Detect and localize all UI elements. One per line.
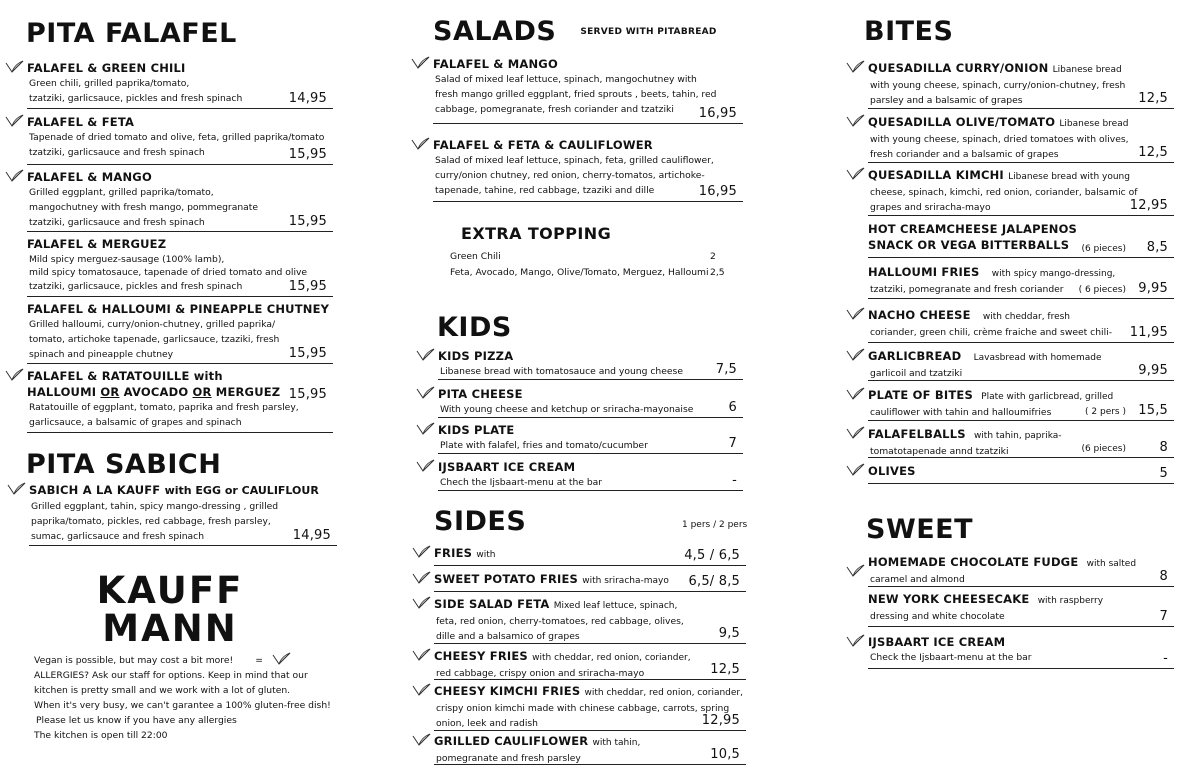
menu-item-falafel-ratatouille [27,368,333,433]
vegetarian-leaf-icon [846,634,866,648]
item-desc: dressing and white chocolate [870,611,1005,622]
menu-item-sabich [29,482,337,546]
item-desc: caramel and almond [870,574,965,585]
menu-item-garlicbread [868,348,1174,381]
item-price: 12,95 [1129,198,1168,213]
vegetarian-leaf-icon [5,114,25,128]
info-line: kitchen is pretty small and we work with a lot of gluten. [34,685,291,696]
item-desc: Grilled halloumi, curry/onion-chutney, grilled paprika/ [29,319,276,330]
menu-item-nacho-cheese [868,307,1174,343]
vegetarian-leaf-icon [411,56,431,70]
menu-item-plate-of-bites [868,387,1174,421]
section-title-extra-topping: EXTRA TOPPING [461,224,612,243]
item-desc: tzatziki, garlicsauce and fresh spinach [29,217,205,228]
item-desc: onion, leek and radish [436,718,538,729]
item-note: Mixed leaf lettuce, spinach, [553,601,678,611]
item-note: with raspberry [1037,596,1104,606]
menu-item-chocolate-fudge [868,554,1174,587]
item-price: 7 [728,436,737,451]
allergy-info [34,652,334,743]
item-desc: cauliflower with tahin and halloumifries [870,407,1052,418]
menu-item-ny-cheesecake [868,591,1174,627]
item-note: with tahin, paprika- [973,431,1062,441]
item-note: Libanese bread with young [1008,172,1130,182]
menu-item-cheesy-fries [434,648,746,680]
section-title-salads: SALADS SERVED WITH PITABREAD [433,16,717,47]
vegetarian-leaf-icon [846,463,866,477]
item-price: 12,95 [701,713,740,728]
item-price: 8 [1159,569,1168,584]
info-line: ALLERGIES? Ask our staff for options. Keep in mind that our [34,670,308,681]
vegetarian-leaf-icon [846,426,866,440]
kitchen-hours: The kitchen is open till 22:00 [34,730,168,741]
vegetarian-leaf-icon [846,307,866,321]
section-title-pita-sabich: PITA SABICH [26,449,222,480]
item-price: 5 [1159,466,1168,481]
item-price: 6,5/ 8,5 [688,574,740,589]
item-name: HALLOUMI FRIES [868,265,980,279]
vegetarian-leaf-icon [411,137,431,151]
menu-item-quesadilla-curry-onion [868,60,1174,109]
menu-item-sweet-potato-fries [434,571,746,592]
item-name: FALAFEL & GREEN CHILI [27,61,186,75]
section-title-sweet: SWEET [866,514,974,545]
item-desc: Libanese bread with tomatosauce and young cheese [440,366,683,377]
item-note: with tahin, [592,738,641,748]
item-note: with [476,550,496,560]
menu-item-quesadilla-olive-tomato [868,114,1174,163]
item-name: HOT CREAMCHEESE JALAPENOS [868,222,1078,236]
item-price: 6 [728,400,737,415]
item-price: 14,95 [292,528,331,543]
vegetarian-leaf-icon [7,482,27,496]
menu-item-side-salad-feta [434,596,746,644]
item-price: 15,95 [288,387,327,402]
item-name: FALAFEL & MANGO [433,57,558,71]
item-note: Plate with garlicbread, grilled [981,392,1114,402]
vegetarian-leaf-icon [412,683,432,697]
item-desc: with young cheese, spinach, curry/onion-chutney, fresh [870,80,1126,91]
item-note: with salted [1086,559,1137,569]
item-desc: cheese, spinach, kimchi, red onion, coriander, balsamic of [870,187,1138,198]
item-name: KIDS PLATE [438,423,515,437]
item-price: 7,5 [715,362,737,377]
menu-item-pita-cheese [438,386,743,418]
item-desc: Salad of mixed leaf lettuce, spinach, mangochutney with [435,74,697,85]
item-desc: sumac, garlicsauce and fresh spinach [31,531,205,542]
item-name: NACHO CHEESE [868,308,971,322]
vegetarian-leaf-icon [412,733,432,747]
item-desc: Plate with falafel, fries and tomato/cucumber [440,440,648,451]
menu-item-quesadilla-kimchi [868,167,1174,216]
vegetarian-leaf-icon [846,60,866,74]
item-price: 16,95 [698,184,737,199]
item-price: 4,5 / 6,5 [684,548,740,563]
item-note: with cheddar, red onion, coriander, [532,653,691,663]
vegetarian-leaf-icon [412,545,432,559]
item-name: SABICH A LA KAUFF [29,483,161,497]
item-desc: tomatotapenade annd tzatziki [870,446,1009,457]
vegetarian-leaf-icon [272,652,292,666]
topping-price: 2,5 [710,267,725,278]
section-title-pita-falafel: PITA FALAFEL [26,18,237,49]
item-desc: with young cheese, spinach, dried tomatoes with olives, [870,134,1129,145]
item-price: 16,95 [698,106,737,121]
item-quantity: (6 pieces) [1081,444,1126,454]
item-name: FALAFELBALLS [868,427,966,441]
item-desc: tzatziki, garlicsauce, pickles and fresh spinach [29,281,243,292]
item-desc: Chech the Ijsbaart-menu at the bar [440,477,603,488]
item-note: Libanese bread [1059,119,1129,129]
item-name: FALAFEL & HALLOUMI & PINEAPPLE CHUTNEY [27,302,330,316]
item-name: SNACK OR VEGA BITTERBALLS [868,238,1070,252]
item-price: 9,5 [718,626,740,641]
menu-item-salad-falafel-feta-cauliflower [433,137,743,202]
item-desc: mild spicy tomatosauce, tapenade of dried tomato and olive [29,267,308,278]
item-name: FALAFEL & FETA [27,115,135,129]
item-price: 9,95 [1138,281,1168,296]
item-price: 12,5 [1138,91,1168,106]
topping-label: Green Chili [450,251,501,262]
item-desc: grapes and sriracha-mayo [870,202,991,213]
item-name: IJSBAART ICE CREAM [868,635,1006,649]
item-name: FALAFEL & MANGO [27,170,152,184]
item-name: QUESADILLA KIMCHI [868,168,1004,182]
vegetarian-leaf-icon [846,564,866,578]
item-name: OLIVES [868,464,916,478]
menu-item-olives [868,463,1174,484]
item-name: SIDE SALAD FETA [434,597,550,611]
item-quantity: (6 pieces) [1081,244,1126,254]
menu-item-cheesy-kimchi-fries [434,683,746,731]
item-desc: mangochutney with fresh mango, pommegranate [29,202,259,213]
item-price: 15,95 [288,346,327,361]
menu-item-halloumi-fries [868,264,1174,299]
item-desc: tapenade, tahine, red cabbage, tzaziki and dille [435,185,655,196]
vegetarian-leaf-icon [416,459,436,473]
menu-item-falafel-mango [27,169,333,232]
item-note: Libanese bread [1052,65,1122,75]
item-desc: tzatziki, garlicsauce, pickles and fresh spinach [29,93,243,104]
item-desc: feta, red onion, cherry-tomatoes, red cabbage, olives, [436,616,684,627]
menu-item-salad-falafel-mango [433,56,743,124]
item-note: with EGG or CAULIFLOUR [164,484,319,497]
item-note: with sriracha-mayo [582,576,669,586]
info-line: When it's very busy, we can't garantee a 100% gluten-free dish! [34,700,331,711]
item-name: FALAFEL & RATATOUILLE with [27,369,223,383]
item-name: GRILLED CAULIFLOWER [434,734,589,748]
item-price: 10,5 [710,747,740,762]
section-title-bites: BITES [864,16,954,47]
item-desc: Ratatouille of eggplant, tomato, paprika and fresh parsley, [29,402,299,413]
item-name: IJSBAART ICE CREAM [438,460,576,474]
item-desc: red cabbage, crispy onion and sriracha-mayo [436,668,645,679]
menu-item-ijsbaart-ice-cream [868,634,1174,669]
item-desc: dille and a balsamico of grapes [436,631,580,642]
item-name: GARLICBREAD [868,349,962,363]
item-price: 15,5 [1138,403,1168,418]
item-quantity: ( 2 pers ) [1085,407,1126,417]
menu-item-fries [434,545,746,566]
item-desc: Check the Ijsbaart-menu at the bar [870,652,1032,663]
item-desc: cabbage, pomegranate, fresh coriander and tzatziki [435,104,674,115]
menu-item-falafel-merguez [27,236,333,297]
item-desc: Grilled eggplant, tahin, spicy mango-dressing , grilled [31,501,279,512]
vegetarian-leaf-icon [5,368,25,382]
item-price: 12,5 [1138,145,1168,160]
item-note: with spicy mango-dressing, [991,269,1116,279]
item-desc: parsley and a balsamic of grapes [870,95,1023,106]
menu-item-falafelballs [868,426,1174,458]
item-desc: curry/onion chutney, red onion, cherry-tomatos, artichoke- [435,170,705,181]
vegetarian-leaf-icon [846,114,866,128]
item-desc: pomegranate and fresh parsley [436,753,581,764]
item-desc: Green chili, grilled paprika/tomato, [29,78,190,89]
section-title-kids: KIDS [437,312,512,343]
vegan-note: Vegan is possible, but may cost a bit more! = [34,652,334,668]
item-price: 12,5 [710,662,740,677]
item-price: 15,95 [288,147,327,162]
item-name: QUESADILLA OLIVE/TOMATO [868,115,1056,129]
vegetarian-leaf-icon [5,169,25,183]
item-name: KIDS PIZZA [438,349,514,363]
sides-portion-header: 1 pers / 2 pers [682,520,748,530]
item-name: SWEET POTATO FRIES [434,572,579,586]
item-name: QUESADILLA CURRY/ONION [868,61,1049,75]
item-price: 8 [1159,440,1168,455]
vegetarian-leaf-icon [412,596,432,610]
item-price: - [1163,651,1168,666]
item-desc: tomato, artichoke tapenade, garlicsauce, tzaziki, fresh [29,334,280,345]
item-price: - [732,473,737,488]
item-name: NEW YORK CHEESECAKE [868,592,1030,606]
menu-item-jalapenos-bitterballs [868,221,1174,258]
salads-subtitle: SERVED WITH PITABREAD [580,27,717,37]
item-name: PLATE OF BITES [868,388,973,402]
vegetarian-leaf-icon [846,387,866,401]
vegetarian-leaf-icon [412,648,432,662]
item-name: HOMEMADE CHOCOLATE FUDGE [868,555,1079,569]
item-name: PITA CHEESE [438,387,523,401]
menu-item-falafel-halloumi-pineapple [27,301,333,364]
vegetarian-leaf-icon [5,60,25,74]
item-price: 15,95 [288,214,327,229]
info-line: Please let us know if you have any allergies [36,715,237,726]
section-title-sides: SIDES [434,506,527,537]
item-price: 14,95 [288,91,327,106]
vegetarian-leaf-icon [846,348,866,362]
item-desc: fresh mango grilled eggplant, fried sprouts , beets, tahin, red [435,89,717,100]
item-price: 7 [1159,609,1168,624]
item-name: FRIES [434,546,473,560]
item-desc: With young cheese and ketchup or sriracha-mayonaise [440,404,694,415]
item-name: FALAFEL & MERGUEZ [27,237,167,251]
item-price: 15,95 [288,279,327,294]
topping-label: Feta, Avocado, Mango, Olive/Tomato, Merguez, Halloumi [450,267,709,278]
vegetarian-leaf-icon [846,167,866,181]
item-desc: garlicsauce, a balsamic of grapes and spinach [29,417,242,428]
item-note: with cheddar, fresh [982,312,1071,322]
item-name: FALAFEL & FETA & CAULIFLOWER [433,138,653,152]
vegetarian-leaf-icon [412,571,432,585]
item-desc: fresh coriander and a balsamic of grapes [870,149,1059,160]
item-name: CHEESY KIMCHI FRIES [434,684,581,698]
topping-price: 2 [710,251,716,262]
vegetarian-leaf-icon [416,422,436,436]
item-price: 8,5 [1146,240,1168,255]
item-desc: Grilled eggplant, grilled paprika/tomato, [29,187,214,198]
item-desc: garlicoil and tzatziki [870,368,963,379]
item-desc: crispy onion kimchi made with chinese cabbage, carrots, spring [436,703,730,714]
item-note: Lavasbread with homemade [973,353,1102,363]
menu-item-grilled-cauliflower [434,733,746,765]
item-desc: spinach and pineapple chutney [29,349,174,360]
item-desc: Mild spicy merguez-sausage (100% lamb), [29,254,225,265]
vegetarian-leaf-icon [416,348,436,362]
item-desc: Tapenade of dried tomato and olive, feta, grilled paprika/tomato [29,132,325,143]
menu-item-falafel-green-chili [27,60,333,109]
item-desc: coriander, green chili, crème fraiche and sweet chili- [870,327,1113,338]
item-note: with cheddar, red onion, coriander, [584,688,743,698]
item-name-options: HALLOUMI OR AVOCADO OR MERGUEZ [27,385,281,399]
menu-item-falafel-feta [27,114,333,165]
kauffmann-logo: KAUFF MANN [96,569,244,650]
menu-item-kids-pizza [438,348,743,380]
item-name: CHEESY FRIES [434,649,528,663]
menu-item-kids-plate [438,422,743,454]
item-desc: tzatziki, garlicsauce and fresh spinach [29,147,205,158]
item-desc: tzatziki, pomegranate and fresh coriander [870,284,1064,295]
item-quantity: ( 6 pieces) [1078,285,1126,295]
item-desc: Salad of mixed leaf lettuce, spinach, feta, grilled cauliflower, [435,155,714,166]
item-desc: paprika/tomato, pickles, red cabbage, fresh parsley, [31,516,271,527]
menu-item-ijsbaart-kids [438,459,743,491]
vegetarian-leaf-icon [416,386,436,400]
item-price: 9,95 [1138,363,1168,378]
item-price: 11,95 [1129,325,1168,340]
